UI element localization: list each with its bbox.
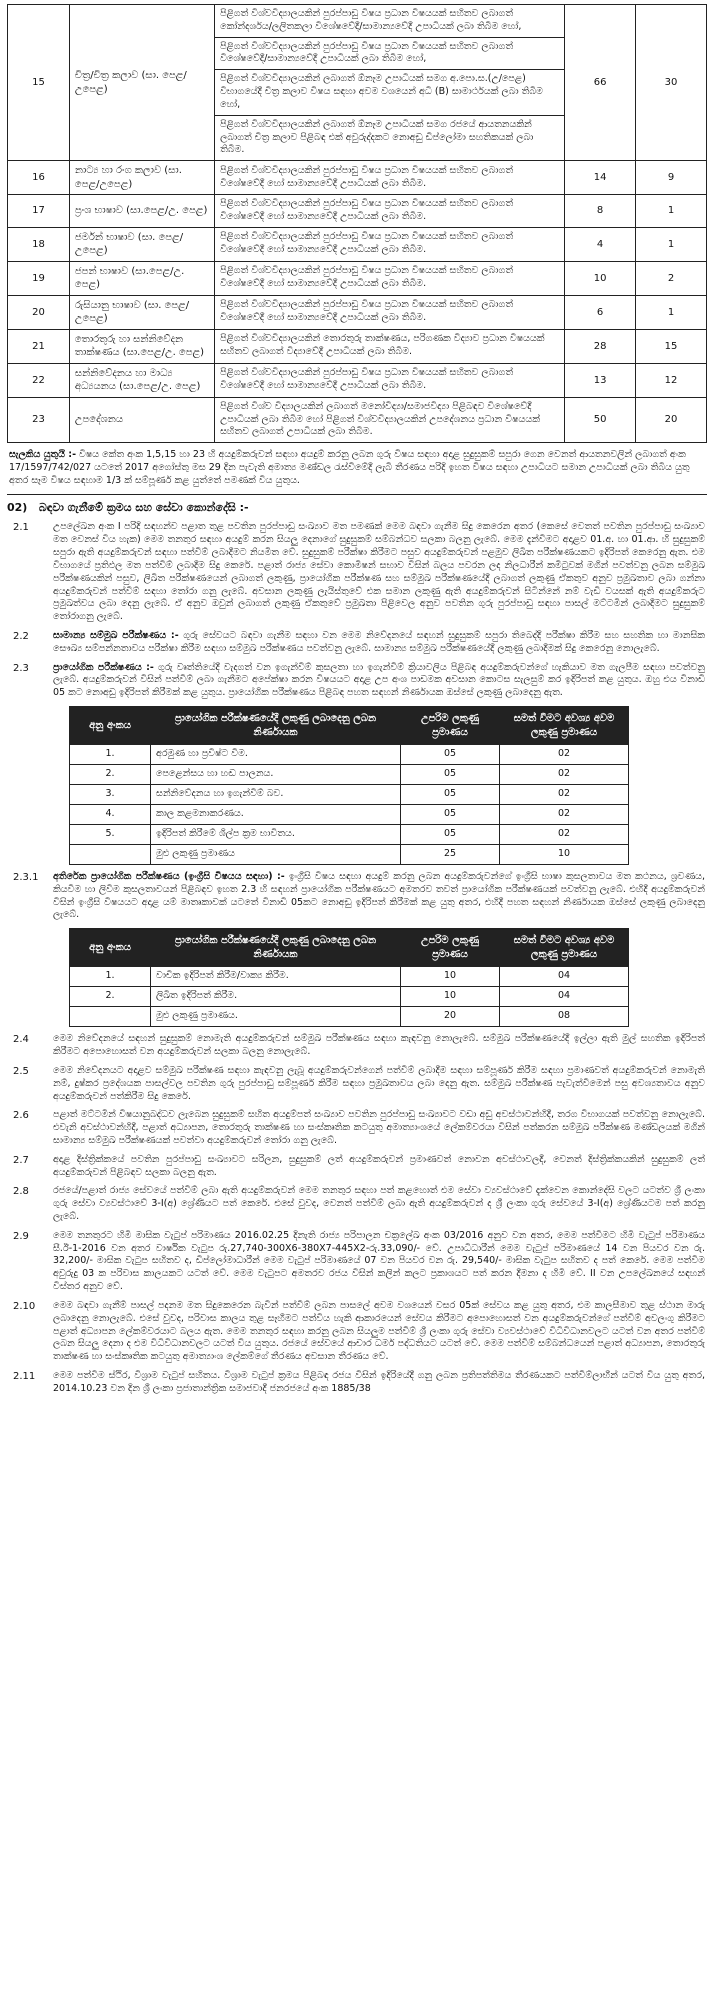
vacancy-count-b: 15 — [636, 329, 707, 363]
paragraph-body: උපලේඛන අංක I පරිදි සඳහන්ව පළාත තුළ පවතින පුරප්පාඩු සංඛ්‍යාව මත පමණක් මෙම බඳවා ගැනීම සිදු කෙරෙන අතර (කෙසේ වෙතත් පවතින පුරප්පාඩු සංඛ්‍යාව මත වෙනස් විය හැක) මෙම තනතුර සඳහා අයදුම් කරන සියලු දෙනාගේ සුදුසුකම් සම්බන්ධව සලකා බලනු ලැබේ. මෙම දැන්වීමට අදාළව 01.අ. හා 01.ආ. හි සුදුසුකම් සපුරා ඇති අයදුම්කරුවන් සඳහා පත්වීම් ලබාදීමට නියමිත වේ. සුදුසුකම් පරීක්ෂා කිරීමට පසුව අයදුම්කරුවන් පළමුව ලිඛිත පරීක්ෂණයකට ඉදිරිපත් කෙරෙනු ඇත. එම විභාගයේ ප්‍රතිඵල මත පත්වීම් ලබාදීම සිදු කෙරේ. පළාත් රාජ්‍ය සේවා කොමිෂන් සභාව විසින් බලය පවරන ලද නිලධාරීන් කමිටුවක් මගින් පවත්වනු ලබන සම්මුඛ පරීක්ෂණයකින් පසුව, ලිඛිත පරීක්ෂණයෙන් ලබාගත් ලකුණු, ප්‍රායෝගික පරීක්ෂණ සහ සම්මුඛ පරීක්ෂණයේදී ලබාගත් ලකුණු ඒකතුව අනුව ප්‍රමුඛතාව ලබා ගන්නා අයදුම්කරුවන් පත්වීම් සඳහා තෝරා ගනු ලැබේ. අවසාන ලකුණු ලැයිස්තුවේ එක සමාන ලකුණු ඇති අයදුම්කරුවන් සිටින්නේ නම් වැඩි වයසක් ඇති අයදුම්කරුට ප්‍රමුඛත්වය ලබා දෙනු ලැබේ. ඒ අනුව ඔවුන් ලබාගත් ලකුණු ඒකතුවේ ප්‍රමුඛතා පිළිවෙල අනුව පවතින ගුරු පුරප්පාඩු සඳහා පාසල් මට්ටමින් ලබාදීමට සුදුසුකම් තෝරාගනු ලැබේ. — [53, 521, 705, 623]
paragraph-text: මෙම බඳවා ගැනීම් පාසල් පදනම මත සිදුකෙරෙන බැවින් පත්වීම් ලබන පාසලේ අවම වශයෙන් වසර 05ක් සේවය කළ යුතු අතර, එම කාලසීමාව තුළ ස්ථාන මාරු ලබාදෙනු නොලැබේ. එසේ වුවද, පරිවාස කාලය තුළ සෑහීමට පත්විය හැකි ආකාරයෙන් සේවය කිරීමට අපොහොසත් වන අයදුම්කරුවන්ගේ පත්වීම් අවලංගු කිරීමට පළාත් අධ්‍යාපන ලේකම්වරයාට බලය ඇත. මෙම තනතුර සඳහා කරනු ලබන සියලුම පත්වීම් ශ්‍රී ලංකා ගුරු සේවා ව්‍යවස්ථාවේ විධිවිධානවලට යටත් වන අතර පත්වීම් ලබන සියලු දෙනා ද එම විධිවිධානවලට යටත් විය යුතුය. රජයේ සේවයේ ආචාර ධර්ම පද්ධතියට යටත් වේ. මෙම පත්වීම් සම්බන්ධයෙන් පළාත් අධ්‍යාපන, තොරතුරු තාක්ෂණ හා සංස්කෘතික කටයුතු අමාත්‍යාංශ ලේකම්ගේ තීරණය අවසාන තීරණය වේ. — [53, 1299, 705, 1363]
criteria-cell: කාල කළමනාකරණය. — [151, 805, 401, 825]
vacancy-count-b: 30 — [636, 5, 707, 161]
qualification-cell: පිළිගත් විශ්වවිද්‍යාලයකින් පුරප්පාඩු විෂය ප්‍රධාන විෂයයක් සහිතව ලබාගත් විශේෂවේදී හෝ සාමාන්‍යවේදී උපාධියක් ලබා තිබීම. — [215, 195, 565, 228]
qualification-table — [7, 4, 707, 443]
criteria-cell: අරමුණ හා ප්‍රවිෂ්ට වීම. — [151, 745, 401, 765]
paragraph-text: අදාළ දිස්ත්‍රික්කයේ පවතින පුරප්පාඩු සංඛ්‍යාවට සරිලන, සුදුසුකම් ලත් අයදුම්කරුවන් ප්‍රමාණවත් නොවන අවස්ථාවලදී, වෙනත් දිස්ත්‍රික්කයකින් සුදුසුකම් ලත් අයදුම්කරුවන් පිළිබඳව සලකා බලනු ඇත. — [53, 1153, 705, 1178]
qualification-cell: පිළිගත් විශ්වවිද්‍යාලයකින් පුරප්පාඩු විෂය ප්‍රධාන විෂයයක් සහිතව ලබාගත් විශේෂවේදී හෝ සාමාන්‍යවේදී උපාධියක් ලබා තිබීම. — [215, 295, 565, 329]
qualification-cell: පිළිගත් විශ්වවිද්‍යාලයකින් පුරප්පාඩු විෂය ප්‍රධාන විෂයයක් සහිතව ලබාගත් විශේෂවේදී/සාමාන්‍යවේදී උපාධියක් ලබා තිබීම හෝ, — [215, 37, 565, 70]
subject-cell: සන්නිවේදනය හා මාධ්‍ය අධ්‍යයනය (සා.පෙළ/උ. පෙළ) — [69, 363, 214, 397]
serial-cell: 2. — [70, 765, 151, 785]
vacancy-count-b: 20 — [636, 397, 707, 442]
row-number: 23 — [8, 397, 70, 442]
table-row — [8, 261, 707, 295]
row-number: 22 — [8, 363, 70, 397]
english-table-header — [70, 929, 629, 967]
table-row — [70, 845, 629, 865]
subject-cell: ජර්මන් භාෂාව (සා. පෙළ/උපෙළ) — [69, 227, 214, 261]
max-marks-cell: 05 — [401, 765, 500, 785]
serial-cell — [70, 1007, 151, 1027]
subject-cell: රුසියානු භාෂාව (සා. පෙළ/උපෙළ) — [69, 295, 214, 329]
paragraphs-part1 — [7, 521, 707, 700]
row-number: 20 — [8, 295, 70, 329]
practical-table-body — [70, 745, 629, 865]
paragraph-2-4 — [7, 1033, 707, 1059]
max-marks-cell: 20 — [401, 1007, 500, 1027]
serial-cell — [70, 845, 151, 865]
vacancy-count-b: 1 — [636, 295, 707, 329]
column-header: අනු අංකය — [70, 929, 151, 967]
vacancy-count-a: 66 — [565, 5, 636, 161]
max-marks-cell: 25 — [401, 845, 500, 865]
column-header: අනු අංකය — [70, 707, 151, 745]
subject-cell: උපදේශනය — [69, 397, 214, 442]
table-row — [8, 363, 707, 397]
table-row — [70, 967, 629, 987]
min-marks-cell: 02 — [500, 765, 629, 785]
vacancy-count-a: 8 — [565, 195, 636, 228]
vacancy-count-a: 14 — [565, 161, 636, 195]
min-marks-cell: 10 — [500, 845, 629, 865]
qualification-cell: පිළිගත් විශ්වවිද්‍යාලයකින් ලබාගත් ඕනෑම උපාධියක් සමග අ.පො.ස.(උ/පෙළ) විභාගයේදී චිත්‍ර කලාව විෂය සඳහා අවම වශයෙන් අධි (B) සාමාර්ථයක් ලබා තිබීම හෝ, — [215, 70, 565, 115]
vacancy-count-b: 1 — [636, 227, 707, 261]
paragraph-2-8 — [7, 1185, 707, 1223]
paragraph-2-1 — [7, 521, 707, 624]
paragraph-text: රජයේ/පළාත් රාජ්‍ය සේවයේ පත්වීම් ලබා ඇති අයදුම්කරුවන් මෙම තනතුර සඳහා පත් කළහොත් එම සේවා ව්‍යවස්ථාවේ දැක්වෙන කොන්දේසි වලට යටත්ව ශ්‍රී ලංකා ගුරු සේවා ව්‍යවස්ථාවේ 3-I(අ) ශ්‍රේණියට පත් කෙරේ. එසේ වුවද, වෙනත් පත්වීම් ලබා ඇති අයදුම්කරුවන් ද ශ්‍රී ලංකා ගුරු සේවයේ 3-I(අ) ශ්‍රේණියටම පත් කරනු ලැබේ. — [53, 1185, 705, 1223]
min-marks-cell: 02 — [500, 745, 629, 765]
section-title: බඳවා ගැනීමේ ක්‍රමය සහ සේවා කොන්දේසි :- — [38, 500, 249, 514]
paragraph-body: ඉංග්‍රීසි විෂය සඳහා අයදුම් කරනු ලබන අයදුම්කරුවන්ගේ ඉංග්‍රීසි භාෂා කුසලතාවය මත කථනය, ශ්‍රවණය, කියවීම හා ලිවීම කුසලතාවයන් පිළිබඳව ඉහත 2.3 හි සඳහන් ප්‍රායෝගික පරීක්ෂණයට අමතරව තවත් ප්‍රායෝගික පරීක්ෂණයක් පවත්වනු ලැබේ. එහිදී අයදුම්කරුවන් විසින් ඉංග්‍රීසි විෂයයට අදාළ යම් මාතෘකාවක් යටතේ විනාඩි 05කට නොඅඩු ඉදිරිපත් කිරීමක් කළ යුතු අතර, එහිදී පහත සඳහන් නිර්ණායක ඔස්සේ ලකුණු ලබාදෙනු ලැබේ. — [53, 871, 705, 921]
serial-cell: 2. — [70, 987, 151, 1007]
column-header: ප්‍රායෝගික පරීක්ෂණයේදී ලකුණු ලබාදෙනු ලබන නිර්ණායක — [151, 707, 401, 745]
section-heading — [7, 501, 707, 516]
paragraph-number: 2.5 — [13, 1065, 29, 1077]
qualification-cell: පිළිගත් විශ්වවිද්‍යාලයකින් පුරප්පාඩු විෂය ප්‍රධාන විෂයයක් සහිතව ලබාගත් විශේෂවේදී හෝ සාමාන්‍යවේදී උපාධියක් ලබා තිබීම. — [215, 161, 565, 195]
max-marks-cell: 05 — [401, 785, 500, 805]
paragraph-number: 2.3 — [13, 662, 29, 674]
subject-cell: තොරතුරු හා සන්නිවේදන තාක්ෂණය (සා.පෙළ/උ. පෙළ) — [69, 329, 214, 363]
serial-cell: 5. — [70, 825, 151, 845]
paragraph-number: 2.3.1 — [13, 872, 39, 884]
paragraph-text: මෙම පත්වීම ස්ථිර, විශ්‍රාම වැටුප් සහිතය. විශ්‍රාම වැටුප් ක්‍රමය පිළිබඳ රජය විසින් ඉදිරියේදී ගනු ලබන ප්‍රතිපත්තිමය තීරණයකට පත්වීම්ලාභීන් යටත් විය යුතු අතර, 2014.10.23 වන දින ශ්‍රී ලංකා ප්‍රජාතාන්ත්‍රික සමාජවාදී ජනරජයේ අංක 1885/38 — [53, 1369, 705, 1394]
paragraph-heading: ප්‍රායෝගික පරීක්ෂණය :- — [53, 661, 154, 673]
row-number: 15 — [8, 5, 70, 161]
paragraph-2-10 — [7, 1300, 707, 1364]
criteria-cell: මුළු ලකුණු ප්‍රමාණය — [151, 845, 401, 865]
paragraph-2-9 — [7, 1230, 707, 1294]
row-number: 21 — [8, 329, 70, 363]
max-marks-cell: 10 — [401, 967, 500, 987]
vacancy-count-b: 2 — [636, 261, 707, 295]
practical-table-header — [70, 707, 629, 745]
english-marks-table — [69, 928, 629, 1027]
qualification-cell: පිළිගත් විශ්ව විද්‍යාලයකින් ලබාගත් මනෝවිද්‍යා/සමාජවිද්‍යා පිළිබඳව විශේෂවේදී උපාධියක් ලබා තිබීම හෝ පිළිගත් විශ්වවිද්‍යාලයකින් උපදේශනය ප්‍රධාන විෂයයක් සහිතව ලබාගත් උපාධියක් ලබා තිබීම. — [215, 397, 565, 442]
criteria-cell: ලිඛිත ඉදිරිපත් කිරීම. — [151, 987, 401, 1007]
paragraph-number: 2.6 — [13, 1110, 29, 1122]
table-row — [8, 397, 707, 442]
column-header: සමත් වීමට අවශ්‍ය අවම ලකුණු ප්‍රමාණය — [500, 707, 629, 745]
table-row — [8, 5, 707, 38]
max-marks-cell: 10 — [401, 987, 500, 1007]
criteria-cell: ඉදිරිපත් කිරීමේ ශිල්ප ක්‍රම භාවිතය. — [151, 825, 401, 845]
practical-marks-table — [69, 706, 629, 865]
vacancy-count-a: 6 — [565, 295, 636, 329]
table-row — [70, 785, 629, 805]
table-row — [8, 295, 707, 329]
table-row — [8, 227, 707, 261]
paragraph-body: ගුරු සේවයට බඳවා ගැනීම සඳහා වන මෙම නිවේදනයේ සඳහන් සුදුසුකම් සපුරා තිබෙද්දි පරීක්ෂා කිරීම සහ සහතික හා මානසික සෞඛ්‍ය සම්පන්නතාවය පරීක්ෂා කිරීම සඳහා සම්මුඛ පරීක්ෂණය පවත්වනු ලැබේ. සාමාන්‍ය සම්මුඛ පරීක්ෂණයේදී ලකුණු ලබාදීමක් සිදු කෙරෙනු නොලැබේ. — [53, 629, 705, 654]
qualification-cell: පිළිගත් විශ්වවිද්‍යාලයකින් තොරතුරු තාක්ෂණය, පරිගණක විද්‍යාව ප්‍රධාන විෂයයක් සහිතව ලබාගත් විද්‍යාවේදී උපාධියක් ලබා තිබීම. — [215, 329, 565, 363]
paragraph-2-2 — [7, 630, 707, 656]
serial-cell: 3. — [70, 785, 151, 805]
note-block — [7, 443, 707, 494]
table-row — [70, 765, 629, 785]
paragraph-number: 2.10 — [13, 1300, 36, 1312]
qualification-cell: පිළිගත් විශ්වවිද්‍යාලයකින් පුරප්පාඩු විෂය ප්‍රධාන විෂයයක් සහිතව ලබාගත් විශේෂවේදී හෝ සාමාන්‍යවේදී උපාධියක් ලබා තිබීම. — [215, 363, 565, 397]
criteria-cell: මුළු ලකුණු ප්‍රමාණය. — [151, 1007, 401, 1027]
row-number: 18 — [8, 227, 70, 261]
serial-cell: 1. — [70, 967, 151, 987]
paragraph-text: පළාත් මට්ටමින් විෂයානුබද්ධව ලැබෙන සුදුසුකම් සහිත අයදුම්පත් සංඛ්‍යාව පවතින පුරප්පාඩු සංඛ්‍යාවට වඩා අඩු අවස්ථාවන්හිදී, තරග විභාගයක් පවත්වනු නොලැබේ. එවැනි අවස්ථාවන්හිදී, පළාත් අධ්‍යාපන, තොරතුරු තාක්ෂණ හා සංස්කෘතික කටයුතු අමාත්‍යාංශයේ ලේකම්වරයා විසින් පත්කරන සම්මුඛ පරීක්ෂණ මණ්ඩලයක් මගින් සාමාන්‍ය සම්මුඛ පරීක්ෂණයක් පවත්වා අයදුම්කරුවන් තෝරා ගනු ලැබේ. — [53, 1109, 705, 1146]
criteria-cell: පෙළෙන්සය හා හඬ පාලනය. — [151, 765, 401, 785]
paragraph-number: 2.4 — [13, 1034, 29, 1046]
serial-cell: 4. — [70, 805, 151, 825]
qualification-cell: පිළිගත් විශ්වවිද්‍යාලයකින් පුරප්පාඩු විෂය ප්‍රධාන විෂයයක් සහිතව ලබාගත් විශේෂවේදී හෝ සාමාන්‍යවේදී උපාධියක් ලබා තිබීම. — [215, 227, 565, 261]
paragraph-text: මෙම තනතුරට හිමි මාසික වැටුප් පරිමාණය 2016.02.25 දිනැති රාජ්‍ය පරිපාලන චක්‍රලේඛ අංක 03/2016 අනුව වන අතර, මෙම පත්වීමට හිමි වැටුප් පරිමාණය සී.ඊ-1-2016 වන අතර වාර්ෂික වැටුප රු.27,740-300X6-380X7-445X2-රු.33,090/- වේ. උපාධිධාරීන් මෙම වැටුප් පරිමාණයේ 14 වන පියවර වන රු. 32,200/- මාසික වැටුප සහිතව ද, ඩිප්ලෝමාධාරීන් මෙම වැටුප් පරිමාණයේ 07 වන පියවර වන රු. 29,540/- මාසික වැටුප සහිතව ද පත් කෙරේ. මෙම පත්වීම අවුරුදු 03 ක පරිවාස කාලයකට යටත් වේ. මෙම වැටුපට අමතරව රජය විසින් කලින් කලට ප්‍රකාශයට පත් කරන දීමනා ද හිමි වේ. II වන උපලේඛනයේ සඳහන් විස්තර අනුව වේ. — [53, 1229, 705, 1293]
paragraph-2-6 — [7, 1109, 707, 1147]
table-row — [8, 161, 707, 195]
qualification-cell: පිළිගත් විශ්වවිද්‍යාලයකින් ලබාගත් ඕනෑම උපාධියක් සමග රජයේ ආයතනයකින් ලබාගත් චිත්‍ර කලාව පිළිබඳ එක් අවුරුද්දකට නොඅඩු ඩිප්ලෝමා සහතිකයක් ලබා තිබීම. — [215, 115, 565, 160]
paragraph-heading: සාමාන්‍ය සම්මුඛ පරීක්ෂණය :- — [53, 629, 179, 641]
vacancy-count-a: 50 — [565, 397, 636, 442]
section-number: 02) — [7, 500, 28, 514]
min-marks-cell: 04 — [500, 967, 629, 987]
vacancy-count-b: 12 — [636, 363, 707, 397]
paragraph-text — [53, 630, 707, 656]
subject-cell: ප්‍රංශ භාෂාව (සා.පෙළ/උ. පෙළ) — [69, 195, 214, 228]
paragraph-number: 2.2 — [13, 630, 29, 642]
criteria-cell: සන්නිවේදනය හා ඉගැන්වීම් බව. — [151, 785, 401, 805]
max-marks-cell: 05 — [401, 805, 500, 825]
table-row — [70, 987, 629, 1007]
page — [7, 0, 707, 1396]
paragraph-heading: අතිරේක ප්‍රායෝගික පරීක්ෂණය (ඉංග්‍රීසි විෂයය සඳහා) :- — [53, 871, 285, 883]
vacancy-count-b: 1 — [636, 195, 707, 228]
paragraph-2-3 — [7, 662, 707, 700]
paragraph-number: 2.9 — [13, 1230, 29, 1242]
table-row — [70, 1007, 629, 1027]
subject-cell: ජපන් භාෂාව (සා.පෙළ/උ. පෙළ) — [69, 261, 214, 295]
vacancy-count-a: 4 — [565, 227, 636, 261]
min-marks-cell: 02 — [500, 805, 629, 825]
paragraph-body: ගුරු වෘත්තියේදී වැදගත් වන ඉගැන්වීම් කුසලතා හා ඉගැන්වීම් ක්‍රියාවලිය පිළිබඳ අයදුම්කරුවන්ගේ හැකියාව මත ගැලපීම සඳහා පවත්වනු ලැබේ. අයදුම්කරුවන් විසින් පත්වීම් ලබා ගැනීමට අපේක්ෂා කරන විෂයයට අදාළ උප අංශ පාඩමක අවසාන කොටස සැලසුම් කර ඉදිරිපත් කළ යුතුය. ඔහු එය විනාඩි 05 කට නොඅඩු ඉදිරිපත් කිරීමක් කළ යුතුය. ප්‍රායෝගික පරීක්ෂණය පිළිබඳ පහත සඳහන් නිර්ණායක ඔස්සේ ලකුණු ලබාදෙනු ඇත. — [53, 661, 705, 699]
min-marks-cell: 04 — [500, 987, 629, 1007]
serial-cell: 1. — [70, 745, 151, 765]
paragraph-text — [53, 662, 707, 700]
vacancy-count-a: 10 — [565, 261, 636, 295]
paragraph-number: 2.7 — [13, 1154, 29, 1166]
paragraph-2-11 — [7, 1370, 707, 1396]
paragraph-text — [53, 521, 707, 624]
min-marks-cell: 02 — [500, 785, 629, 805]
row-number: 17 — [8, 195, 70, 228]
paragraph-number: 2.11 — [13, 1370, 36, 1382]
english-table-body — [70, 967, 629, 1027]
paragraph-number: 2.1 — [13, 522, 29, 534]
paragraph-2-7 — [7, 1154, 707, 1180]
criteria-cell: වාචික ඉදිරිපත් කිරීම/වාක්‍ය කිරීම. — [151, 967, 401, 987]
qualification-cell: පිළිගත් විශ්වවිද්‍යාලයකින් පුරප්පාඩු විෂය ප්‍රධාන විෂයයක් සහිතව ලබාගත් විශේෂවේදී හෝ සාමාන්‍යවේදී උපාධියක් ලබා තිබීම. — [215, 261, 565, 295]
table-row — [8, 329, 707, 363]
table-row — [70, 745, 629, 765]
paragraph-text: මෙම නිවේදනයේ සඳහන් සුදුසුකම් නොමැති අයදුම්කරුවන් සම්මුඛ පරීක්ෂණය සඳහා කැඳවනු නොලැබේ. සම්මුඛ පරීක්ෂණයේදී ඉල්ලා ඇති මුල් සහතික ඉදිරිපත් කිරීමට අපොහොසත් වන අයදුම්කරුවන් සලකා බලනු නොලැබේ. — [53, 1033, 705, 1058]
row-number: 16 — [8, 161, 70, 195]
paragraphs-part2 — [7, 1033, 707, 1395]
column-header: උපරිම ලකුණු ප්‍රමාණය — [401, 929, 500, 967]
note-label: සැලකිය යුතුයි :- — [9, 449, 77, 461]
min-marks-cell: 02 — [500, 825, 629, 845]
column-header: ප්‍රායෝගික පරීක්ෂණයේදී ලකුණු ලබාදෙනු ලබන නිර්ණායක — [151, 929, 401, 967]
paragraph-2-5 — [7, 1065, 707, 1103]
qualification-table-body — [8, 5, 707, 443]
vacancy-count-b: 9 — [636, 161, 707, 195]
subject-cell: නාට්‍ය හා රංග කලාව (සා. පෙළ/උපෙළ) — [69, 161, 214, 195]
max-marks-cell: 05 — [401, 745, 500, 765]
paragraph-number: 2.8 — [13, 1186, 29, 1198]
note-text: විෂය කේත අංක 1,5,15 හා 23 හි අයදුම්කරුවන් සඳහා අයදුම් කරනු ලබන ගුරු විෂය සඳහා අදාළ සුදුසුකම් සපුරා ගෙන වෙනත් ආයතනවලින් ලබාගත් අංක 17/1597/742/027 යටතේ 2017 අගෝස්තු මස 29 දින පැවැති අමාත්‍ය මණ්ඩල රැස්වීමේදී ලැබී තීරණය පරිදි ඉහත විෂය සඳහා උපාධියට සමාන උපාධියක් ලබා තිබිය යුතු අතර සෑම විෂය සඳහාම 1/3 ක් සම්පූර්ණ කළ යුත්තේ පමණක් විය යුතුය. — [9, 449, 690, 486]
column-header: සමත් වීමට අවශ්‍ය අවම ලකුණු ප්‍රමාණය — [500, 929, 629, 967]
column-header: උපරිම ලකුණු ප්‍රමාණය — [401, 707, 500, 745]
paragraph-text — [53, 871, 707, 922]
min-marks-cell: 08 — [500, 1007, 629, 1027]
paragraph-2-3-1 — [7, 871, 707, 922]
subject-cell: චිත්‍ර/චිත්‍ර කලාව (සා. පෙළ/උපෙළ) — [69, 5, 214, 161]
vacancy-count-a: 13 — [565, 363, 636, 397]
table-row — [70, 805, 629, 825]
paragraph-text: මෙම නිවේදනයට අදාළව සම්මුඛ පරීක්ෂණ සඳහා කැඳවනු ලැබූ අයදුම්කරුවන්ගෙන් පත්වීම් ලබාදීම සඳහා සම්පූර්ණ කිරීම සඳහා ප්‍රමාණවත් අයදුම්කරුවන් නොමැති නම්, දුෂ්කර ප්‍රදේශයක පාසල්වල පවතින ගුරු පුරප්පාඩු සම්පූර්ණ කිරීම සඳහා ප්‍රමුඛතාවය ලබා දෙනු ඇත. සම්මුඛ පරීක්ෂණ පැවැත්වීමෙන් පසු අවශ්‍යතාවය අනුව අයදුම්කරුවන් පත්කිරීම සිදු කෙරේ. — [53, 1064, 705, 1102]
qualification-cell: පිළිගත් විශ්වවිද්‍යාලයකින් පුරප්පාඩු විෂය ප්‍රධාන විෂයයක් සහිතව ලබාගත් කෝන්දර්ශය/ලලිතකලා විශේෂවේදී/සාමාන්‍යවේදී උපාධියක් ලබා තිබීම හෝ, — [215, 5, 565, 38]
vacancy-count-a: 28 — [565, 329, 636, 363]
table-row — [70, 825, 629, 845]
row-number: 19 — [8, 261, 70, 295]
table-row — [8, 195, 707, 228]
max-marks-cell: 05 — [401, 825, 500, 845]
